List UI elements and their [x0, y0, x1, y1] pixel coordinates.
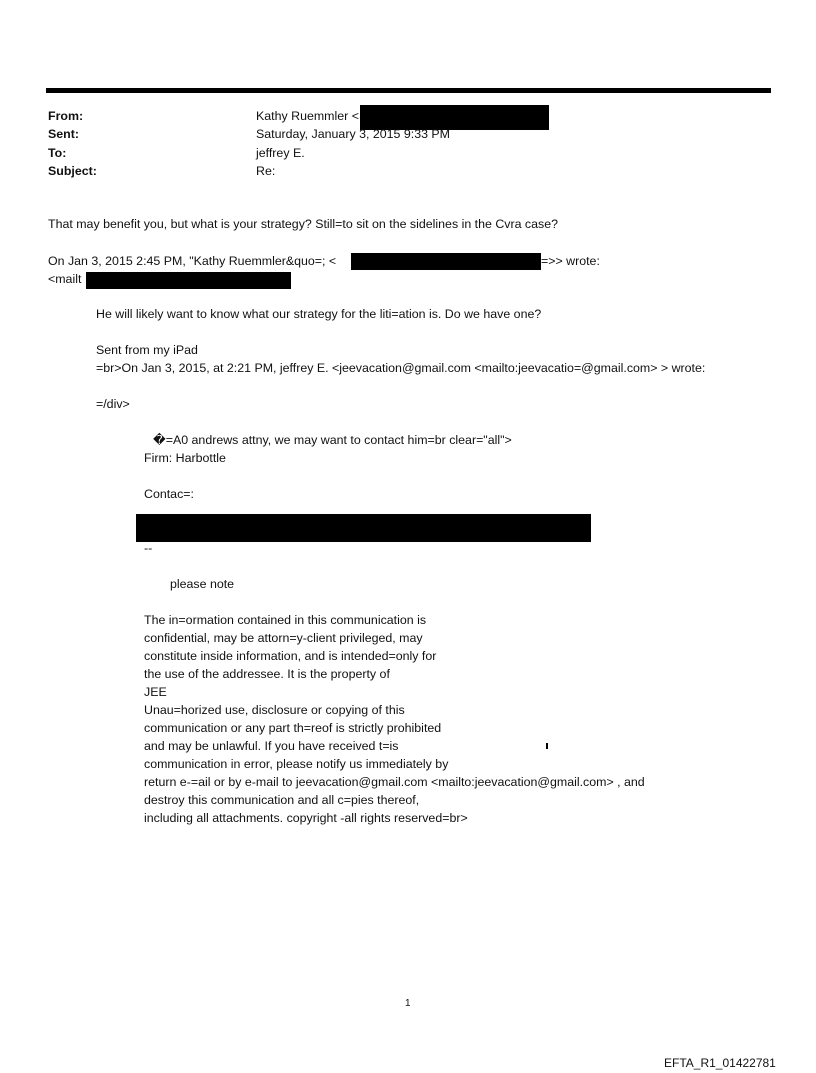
nested-firm: Firm: Harbottle	[144, 451, 226, 465]
disclaimer-line-4: the use of the addressee. It is the property of	[144, 667, 390, 681]
disclaimer-line-12: including all attachments. copyright -all rights reserved=br>	[144, 811, 468, 825]
disclaimer-line-5: JEE	[144, 685, 167, 699]
disclaimer-line-6: Unau=horized use, disclosure or copying of this	[144, 703, 405, 717]
quote-intro: On Jan 3, 2015 2:45 PM, "Kathy Ruemmler&quo=; <	[48, 254, 337, 268]
disclaimer-line-1: The in=ormation contained in this communication is	[144, 613, 427, 627]
redaction-quote-email	[351, 253, 541, 270]
to-value: jeffrey E.	[256, 146, 305, 160]
disclaimer-line-10: return e-=ail or by e-mail to jeevacation@gmail.com <mailto:jeevacation@gmail.com> , and	[144, 775, 645, 789]
disclaimer-line-2: confidential, may be attorn=y-client privileged, may	[144, 631, 423, 645]
subject-label: Subject:	[48, 164, 97, 178]
nested-contact: Contac=:	[144, 487, 194, 501]
disclaimer-line-11: destroy this communication and all c=pies thereof,	[144, 793, 420, 807]
quoted-line-2: Sent from my iPad	[96, 343, 198, 357]
redaction-contact	[136, 514, 591, 542]
disclaimer-line-8: and may be unlawful. If you have received t=is	[144, 739, 399, 753]
disclaimer-line-7: communication or any part th=reof is strictly prohibited	[144, 721, 442, 735]
sent-value: Saturday, January 3, 2015 9:33 PM	[256, 127, 451, 141]
disclaimer-line-3: constitute inside information, and is intended=only for	[144, 649, 437, 663]
quote-intro-wrote: =>> wrote:	[541, 254, 600, 268]
stray-mark	[546, 743, 548, 749]
from-value: Kathy Ruemmler <	[256, 109, 359, 123]
document-id: EFTA_R1_01422781	[664, 1056, 776, 1070]
to-label: To:	[48, 146, 67, 160]
quoted-line-1: He will likely want to know what our strategy for the liti=ation is. Do we have one?	[96, 307, 542, 321]
subject-value: Re:	[256, 164, 276, 178]
quote-intro-mailto: <mailt	[48, 272, 82, 286]
redaction-mailto	[86, 272, 291, 289]
header-rule	[46, 88, 771, 93]
quoted-line-4: =/div>	[96, 397, 130, 411]
from-label: From:	[48, 109, 84, 123]
nested-line-1: �=A0 andrews attny, we may want to contact him=br clear="all">	[153, 433, 512, 447]
please-note: please note	[170, 577, 235, 591]
reply-text: That may benefit you, but what is your strategy? Still=to sit on the sidelines in the Cvra case?	[48, 217, 559, 231]
page-number: 1	[405, 998, 411, 1009]
nested-separator: --	[144, 541, 153, 555]
disclaimer-line-9: communication in error, please notify us immediately by	[144, 757, 449, 771]
quoted-line-3: =br>On Jan 3, 2015, at 2:21 PM, jeffrey E. <jeevacation@gmail.com <mailto:jeevacatio=@gmail.com> > wrote:	[96, 361, 706, 375]
sent-label: Sent:	[48, 127, 79, 141]
